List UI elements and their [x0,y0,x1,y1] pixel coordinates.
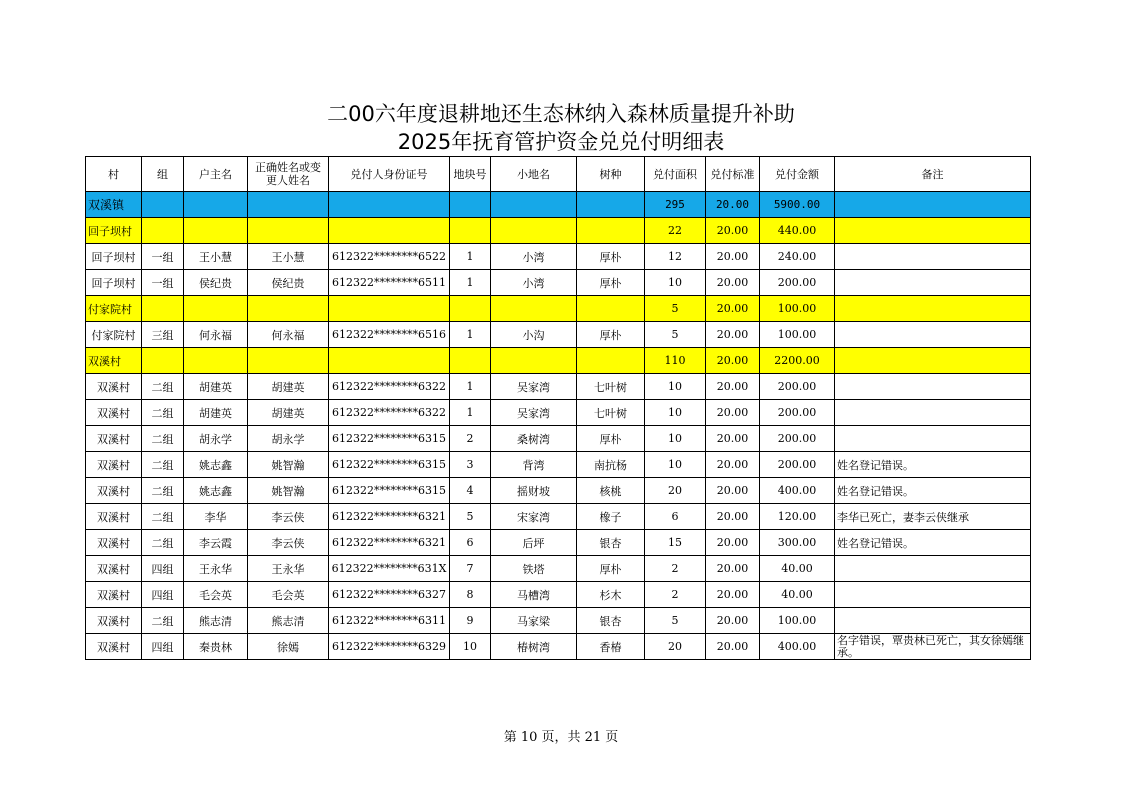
id-number-cell: 612322********6321 [329,530,450,556]
plot-number-cell: 1 [450,374,491,400]
village-name: 双溪村 [86,348,142,374]
tree-species-cell: 厚朴 [577,244,645,270]
head-name-cell: 李华 [184,504,248,530]
remark-cell [835,400,1031,426]
column-header: 小地名 [491,157,577,192]
standard-cell: 20.00 [706,530,760,556]
standard-cell: 20.00 [706,426,760,452]
group-cell: 二组 [142,400,184,426]
amount-cell: 40.00 [760,556,835,582]
town-amount: 5900.00 [760,192,835,218]
head-name-cell: 熊志清 [184,608,248,634]
column-header: 兑付标准 [706,157,760,192]
amount-cell: 40.00 [760,582,835,608]
area-cell: 6 [645,504,706,530]
plot-number-cell: 7 [450,556,491,582]
correct-name-cell: 徐嫣 [248,634,329,660]
head-name-cell: 姚志鑫 [184,478,248,504]
id-number-cell: 612322********6511 [329,270,450,296]
remark-cell [835,374,1031,400]
column-header: 地块号 [450,157,491,192]
table-row [86,244,1031,270]
id-number-cell: 612322********6315 [329,452,450,478]
head-name-cell: 毛会英 [184,582,248,608]
head-name-cell: 胡建英 [184,400,248,426]
area-cell: 5 [645,322,706,348]
village-subtotal-row [86,296,1031,322]
town-standard: 20.00 [706,192,760,218]
table-row [86,270,1031,296]
village-cell: 付家院村 [86,322,142,348]
title-line-1: 二00六年度退耕地还生态林纳入森林质量提升补助 [327,102,795,126]
column-header: 兑付人身份证号 [329,157,450,192]
table-row [86,556,1031,582]
place-name-cell: 背湾 [491,452,577,478]
town-total-row [86,192,1031,218]
group-cell: 三组 [142,322,184,348]
head-name-cell: 王永华 [184,556,248,582]
id-number-cell: 612322********6311 [329,608,450,634]
village-standard: 20.00 [706,218,760,244]
place-name-cell: 后坪 [491,530,577,556]
plot-number-cell: 10 [450,634,491,660]
head-name-cell: 侯纪贵 [184,270,248,296]
standard-cell: 20.00 [706,634,760,660]
standard-cell: 20.00 [706,582,760,608]
plot-number-cell: 5 [450,504,491,530]
place-name-cell: 桑树湾 [491,426,577,452]
village-cell: 双溪村 [86,478,142,504]
area-cell: 20 [645,634,706,660]
remark-cell [835,322,1031,348]
head-name-cell: 胡永学 [184,426,248,452]
place-name-cell: 摇财坡 [491,478,577,504]
remark-cell: 姓名登记错误。 [835,452,1031,478]
head-name-cell: 姚志鑫 [184,452,248,478]
plot-number-cell: 9 [450,608,491,634]
head-name-cell: 李云霞 [184,530,248,556]
correct-name-cell: 王小慧 [248,244,329,270]
amount-cell: 300.00 [760,530,835,556]
town-name: 双溪镇 [86,192,142,218]
remark-cell: 姓名登记错误。 [835,530,1031,556]
head-name-cell: 胡建英 [184,374,248,400]
plot-number-cell: 6 [450,530,491,556]
place-name-cell: 椿树湾 [491,634,577,660]
village-cell: 回子坝村 [86,270,142,296]
group-cell: 二组 [142,374,184,400]
village-cell: 双溪村 [86,582,142,608]
tree-species-cell: 香椿 [577,634,645,660]
place-name-cell: 吴家湾 [491,400,577,426]
area-cell: 5 [645,608,706,634]
group-cell: 二组 [142,478,184,504]
village-cell: 双溪村 [86,400,142,426]
group-cell: 一组 [142,244,184,270]
place-name-cell: 马家梁 [491,608,577,634]
table-header-row [86,157,1031,192]
table-row [86,400,1031,426]
group-cell: 四组 [142,582,184,608]
area-cell: 20 [645,478,706,504]
standard-cell: 20.00 [706,244,760,270]
village-cell: 双溪村 [86,530,142,556]
id-number-cell: 612322********6329 [329,634,450,660]
table-row [86,530,1031,556]
town-area: 295 [645,192,706,218]
tree-species-cell: 厚朴 [577,322,645,348]
table-row [86,452,1031,478]
amount-cell: 200.00 [760,400,835,426]
plot-number-cell: 2 [450,426,491,452]
group-cell: 二组 [142,504,184,530]
payment-detail-table [85,156,1031,660]
id-number-cell: 612322********6315 [329,478,450,504]
correct-name-cell: 何永福 [248,322,329,348]
standard-cell: 20.00 [706,400,760,426]
table-row [86,634,1031,660]
correct-name-cell: 胡建英 [248,400,329,426]
remark-cell [835,244,1031,270]
id-number-cell: 612322********631X [329,556,450,582]
column-header: 正确姓名或变更人姓名 [248,157,329,192]
group-cell: 二组 [142,426,184,452]
village-area: 110 [645,348,706,374]
village-cell: 双溪村 [86,426,142,452]
correct-name-cell: 姚智瀚 [248,478,329,504]
tree-species-cell: 七叶树 [577,400,645,426]
standard-cell: 20.00 [706,374,760,400]
correct-name-cell: 胡永学 [248,426,329,452]
column-header: 兑付面积 [645,157,706,192]
tree-species-cell: 厚朴 [577,426,645,452]
head-name-cell: 王小慧 [184,244,248,270]
village-name: 回子坝村 [86,218,142,244]
tree-species-cell: 核桃 [577,478,645,504]
area-cell: 2 [645,556,706,582]
id-number-cell: 612322********6315 [329,426,450,452]
plot-number-cell: 1 [450,244,491,270]
column-header: 兑付金额 [760,157,835,192]
area-cell: 10 [645,400,706,426]
standard-cell: 20.00 [706,478,760,504]
table-row [86,322,1031,348]
area-cell: 10 [645,270,706,296]
correct-name-cell: 李云侠 [248,504,329,530]
correct-name-cell: 毛会英 [248,582,329,608]
column-header: 组 [142,157,184,192]
id-number-cell: 612322********6321 [329,504,450,530]
standard-cell: 20.00 [706,322,760,348]
village-subtotal-row [86,218,1031,244]
plot-number-cell: 1 [450,322,491,348]
id-number-cell: 612322********6322 [329,374,450,400]
place-name-cell: 小湾 [491,270,577,296]
plot-number-cell: 4 [450,478,491,504]
area-cell: 12 [645,244,706,270]
tree-species-cell: 杉木 [577,582,645,608]
area-cell: 15 [645,530,706,556]
area-cell: 10 [645,426,706,452]
table-row [86,374,1031,400]
table-row [86,426,1031,452]
area-cell: 10 [645,452,706,478]
remark-cell [835,270,1031,296]
tree-species-cell: 厚朴 [577,270,645,296]
village-amount: 2200.00 [760,348,835,374]
correct-name-cell: 李云侠 [248,530,329,556]
page-footer: 第 10 页，共 21 页 [503,730,619,745]
column-header: 户主名 [184,157,248,192]
village-amount: 100.00 [760,296,835,322]
area-cell: 10 [645,374,706,400]
amount-cell: 200.00 [760,426,835,452]
tree-species-cell: 厚朴 [577,556,645,582]
id-number-cell: 612322********6322 [329,400,450,426]
table-row [86,608,1031,634]
tree-species-cell: 银杏 [577,608,645,634]
group-cell: 四组 [142,634,184,660]
village-area: 5 [645,296,706,322]
standard-cell: 20.00 [706,556,760,582]
title-line-2: 2025年抚育管护资金兑兑付明细表 [397,130,725,154]
remark-cell [835,556,1031,582]
amount-cell: 100.00 [760,322,835,348]
village-standard: 20.00 [706,348,760,374]
correct-name-cell: 熊志清 [248,608,329,634]
village-standard: 20.00 [706,296,760,322]
remark-cell: 名字错误，覃贵林已死亡，其女徐嫣继承。 [835,634,1031,660]
amount-cell: 400.00 [760,634,835,660]
plot-number-cell: 8 [450,582,491,608]
group-cell: 一组 [142,270,184,296]
head-name-cell: 秦贵林 [184,634,248,660]
place-name-cell: 小湾 [491,244,577,270]
standard-cell: 20.00 [706,504,760,530]
table-row [86,582,1031,608]
place-name-cell: 小沟 [491,322,577,348]
column-header: 村 [86,157,142,192]
village-subtotal-row [86,348,1031,374]
correct-name-cell: 姚智瀚 [248,452,329,478]
area-cell: 2 [645,582,706,608]
village-amount: 440.00 [760,218,835,244]
standard-cell: 20.00 [706,452,760,478]
remark-cell [835,426,1031,452]
place-name-cell: 铁塔 [491,556,577,582]
amount-cell: 200.00 [760,374,835,400]
tree-species-cell: 银杏 [577,530,645,556]
amount-cell: 100.00 [760,608,835,634]
plot-number-cell: 3 [450,452,491,478]
amount-cell: 400.00 [760,478,835,504]
tree-species-cell: 橡子 [577,504,645,530]
standard-cell: 20.00 [706,608,760,634]
column-header: 树种 [577,157,645,192]
remark-cell: 李华已死亡，妻李云侠继承 [835,504,1031,530]
id-number-cell: 612322********6516 [329,322,450,348]
amount-cell: 200.00 [760,270,835,296]
standard-cell: 20.00 [706,270,760,296]
place-name-cell: 宋家湾 [491,504,577,530]
village-cell: 双溪村 [86,504,142,530]
plot-number-cell: 1 [450,270,491,296]
village-area: 22 [645,218,706,244]
tree-species-cell: 南抗杨 [577,452,645,478]
group-cell: 二组 [142,452,184,478]
place-name-cell: 马槽湾 [491,582,577,608]
correct-name-cell: 王永华 [248,556,329,582]
village-cell: 双溪村 [86,556,142,582]
id-number-cell: 612322********6327 [329,582,450,608]
table-row [86,478,1031,504]
village-cell: 双溪村 [86,608,142,634]
amount-cell: 120.00 [760,504,835,530]
village-cell: 双溪村 [86,374,142,400]
village-name: 付家院村 [86,296,142,322]
remark-cell: 姓名登记错误。 [835,478,1031,504]
id-number-cell: 612322********6522 [329,244,450,270]
plot-number-cell: 1 [450,400,491,426]
remark-cell [835,608,1031,634]
amount-cell: 200.00 [760,452,835,478]
group-cell: 四组 [142,556,184,582]
correct-name-cell: 胡建英 [248,374,329,400]
column-header: 备注 [835,157,1031,192]
head-name-cell: 何永福 [184,322,248,348]
village-cell: 回子坝村 [86,244,142,270]
place-name-cell: 吴家湾 [491,374,577,400]
table-row [86,504,1031,530]
village-cell: 双溪村 [86,452,142,478]
remark-cell [835,582,1031,608]
village-cell: 双溪村 [86,634,142,660]
tree-species-cell: 七叶树 [577,374,645,400]
group-cell: 二组 [142,530,184,556]
correct-name-cell: 侯纪贵 [248,270,329,296]
group-cell: 二组 [142,608,184,634]
amount-cell: 240.00 [760,244,835,270]
